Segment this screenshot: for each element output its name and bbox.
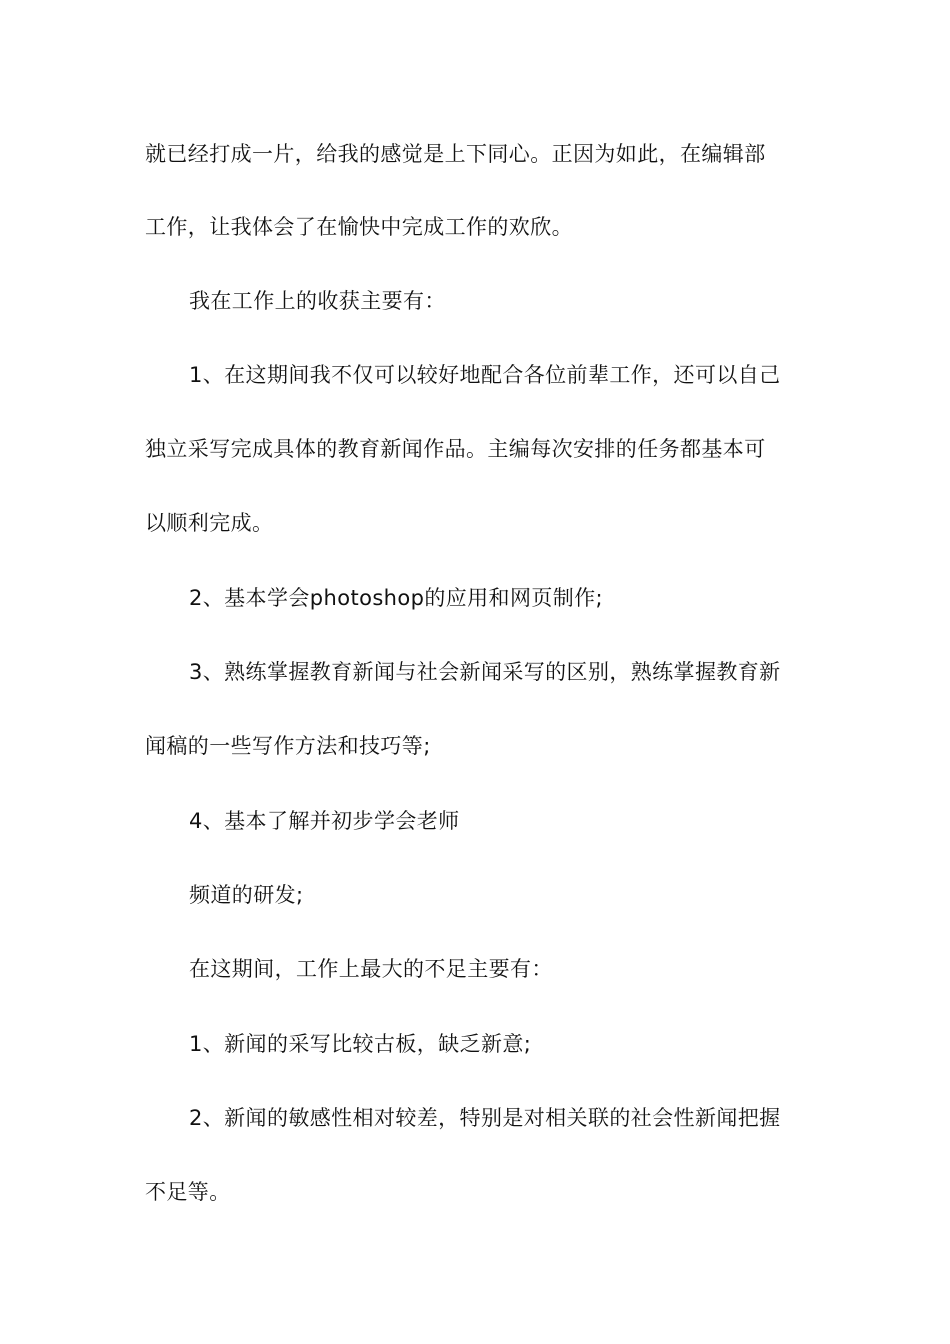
paragraph-line: 工作，让我体会了在愉快中完成工作的欢欣。 [145,215,573,239]
paragraph-line: 以顺利完成。 [145,511,274,535]
paragraph-line: 2、基本学会photoshop的应用和网页制作; [189,586,604,610]
paragraph-line: 4、基本了解并初步学会老师 [189,809,460,833]
paragraph-line: 我在工作上的收获主要有： [189,289,446,313]
paragraph-line: 在这期间，工作上最大的不足主要有： [189,957,553,981]
paragraph-line: 频道的研发; [189,883,304,907]
paragraph-line: 3、熟练掌握教育新闻与社会新闻采写的区别，熟练掌握教育新 [189,660,781,684]
paragraph-line: 1、新闻的采写比较古板，缺乏新意; [189,1032,532,1056]
paragraph-line: 就已经打成一片，给我的感觉是上下同心。正因为如此，在编辑部 [145,142,766,166]
paragraph-line: 不足等。 [145,1180,231,1204]
paragraph-line: 独立采写完成具体的教育新闻作品。主编每次安排的任务都基本可 [145,437,766,461]
paragraph-line: 闻稿的一些写作方法和技巧等; [145,734,431,758]
paragraph-line: 1、在这期间我不仅可以较好地配合各位前辈工作，还可以自己 [189,363,781,387]
paragraph-line: 2、新闻的敏感性相对较差，特别是对相关联的社会性新闻把握 [189,1106,781,1130]
